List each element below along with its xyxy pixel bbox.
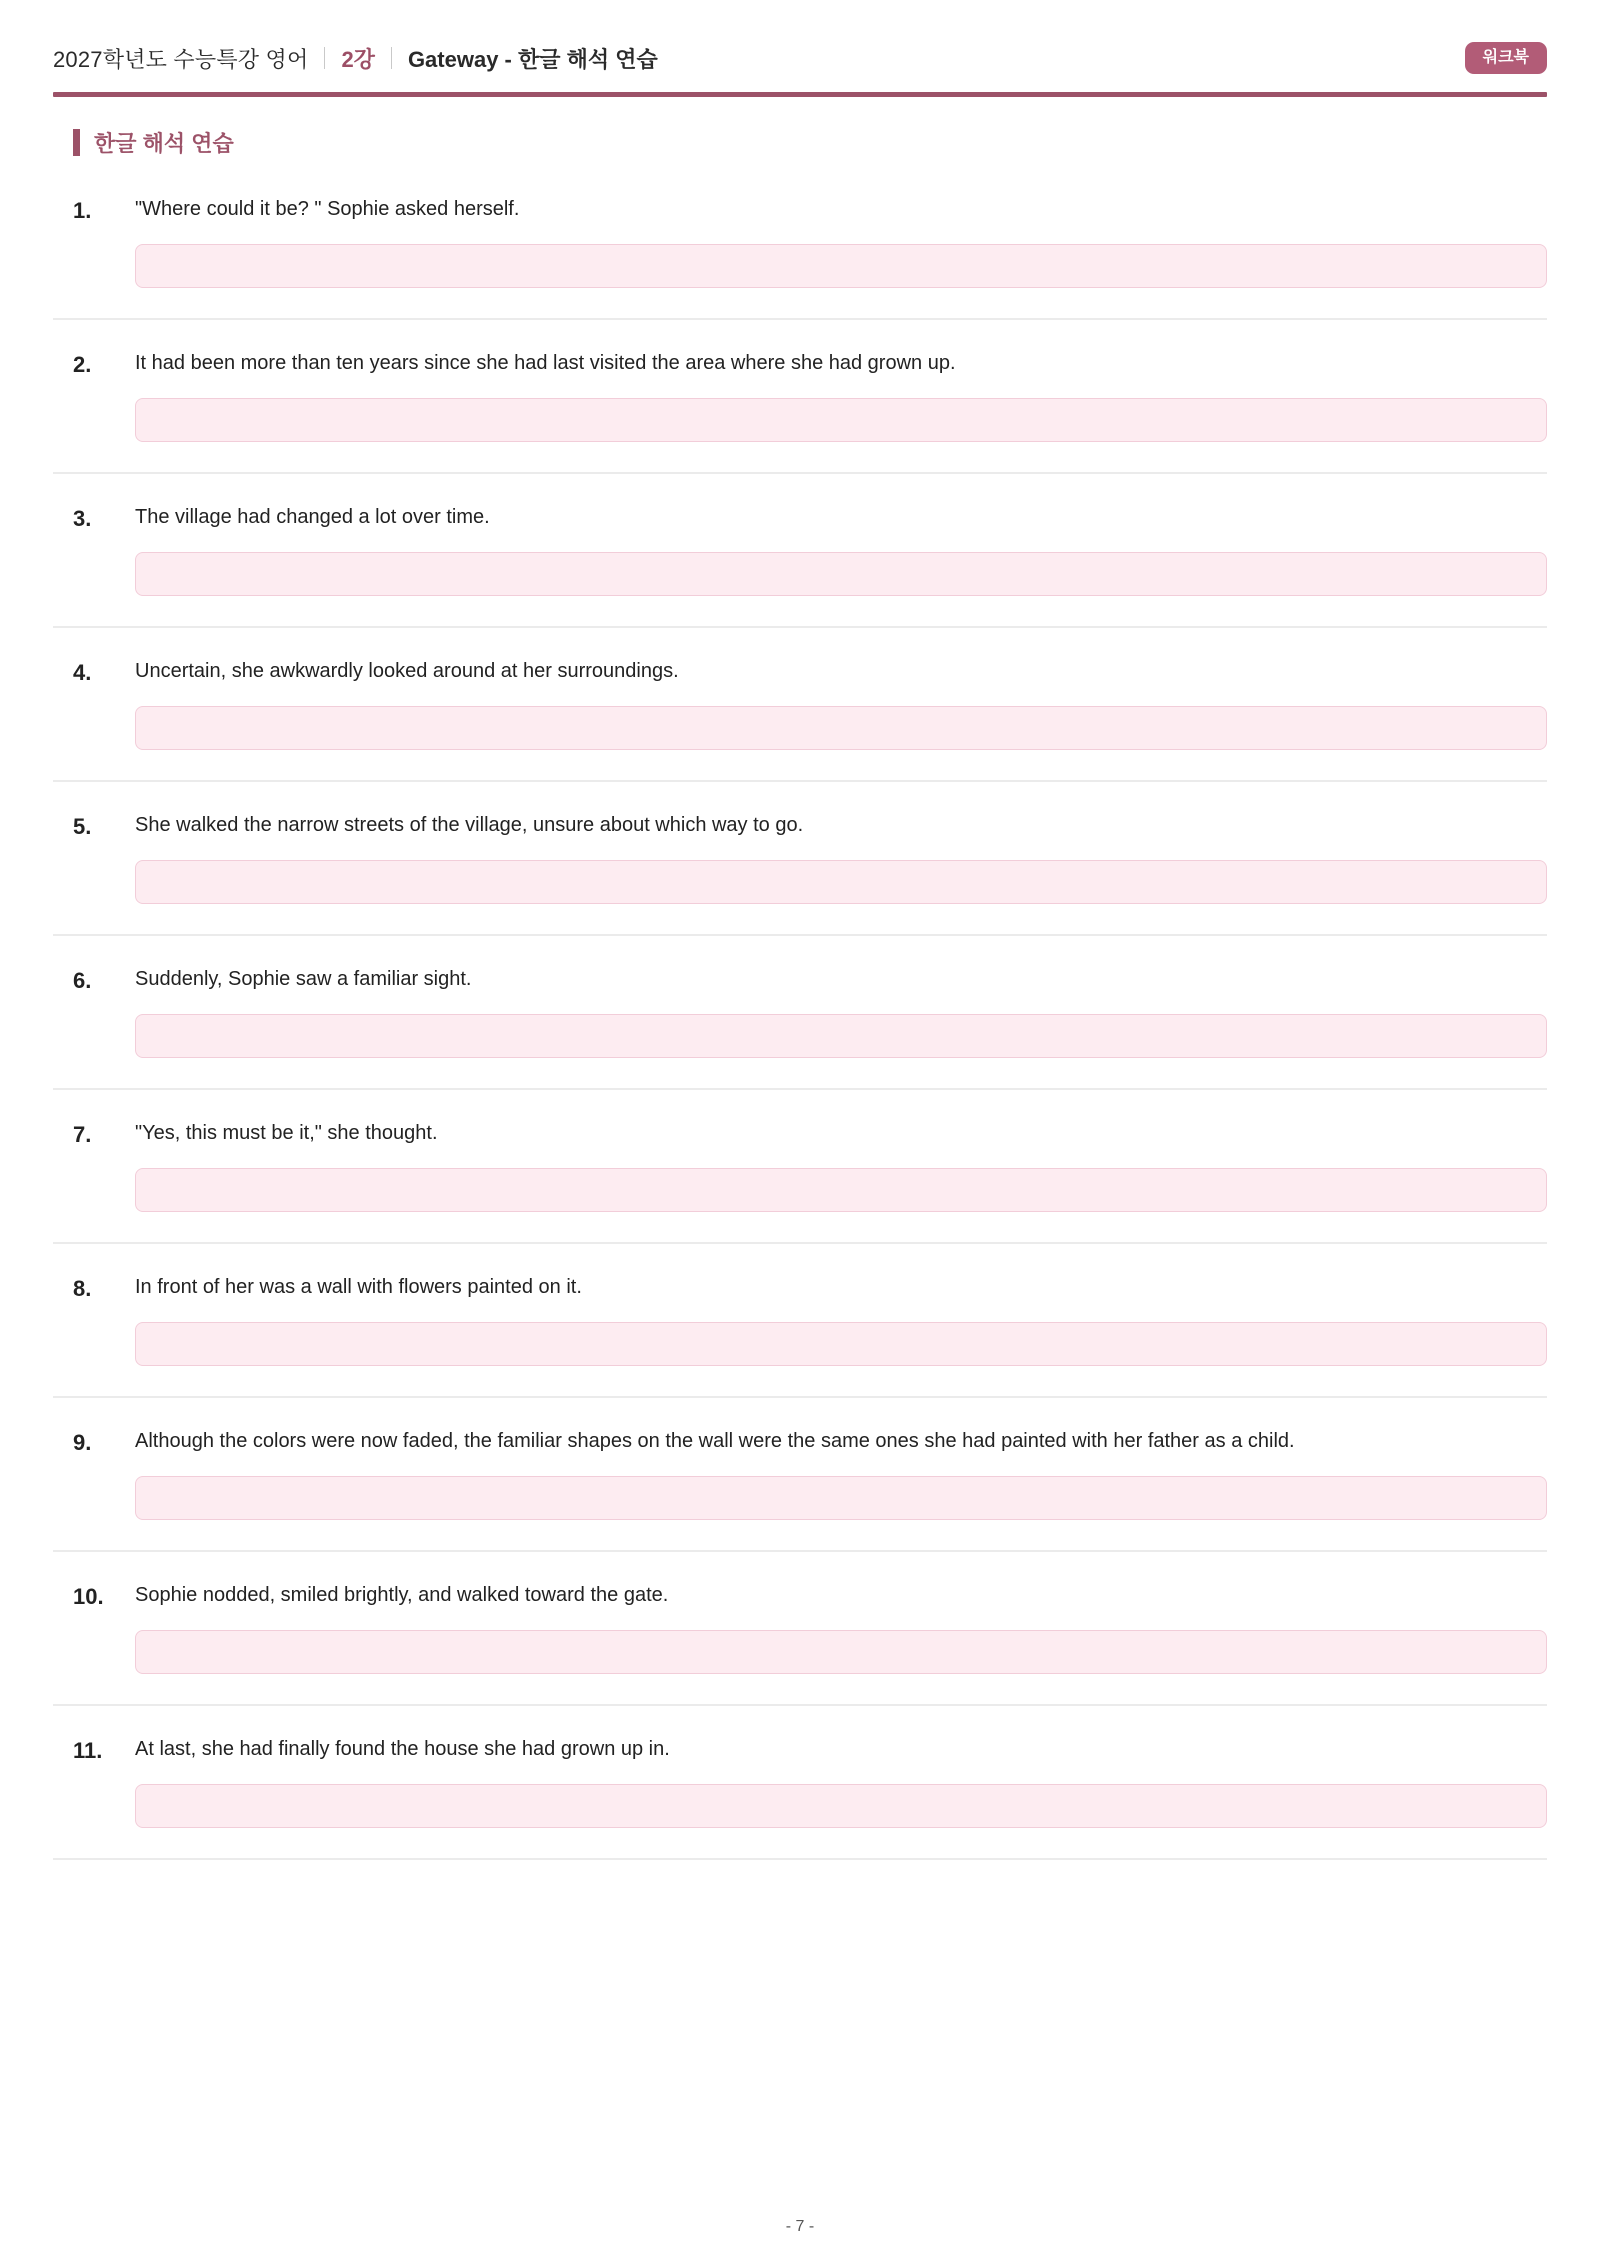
sentence-text: Suddenly, Sophie saw a familiar sight. [135, 968, 472, 990]
item-number: 4. [73, 660, 92, 685]
section-accent-bar [73, 129, 80, 156]
section-title: 한글 해석 연습 [94, 131, 234, 156]
answer-input-box[interactable] [135, 1168, 1547, 1212]
sentence-text: Although the colors were now faded, the familiar shapes on the wall were the same ones she had painted with her father as a child. [135, 1430, 1295, 1452]
header-lesson-number: 2강 [341, 46, 375, 72]
header-title: Gateway - 한글 해석 연습 [407, 46, 658, 72]
answer-input-box[interactable] [135, 860, 1547, 904]
practice-item-9 [53, 1398, 1547, 1520]
practice-items-list [53, 166, 1547, 1860]
practice-item-3 [53, 474, 1547, 596]
sentence-text: At last, she had finally found the house she had grown up in. [135, 1738, 670, 1760]
sentence-text: In front of her was a wall with flowers painted on it. [135, 1276, 582, 1298]
practice-item-8 [53, 1244, 1547, 1366]
section-heading [73, 127, 1547, 158]
sentence-text: It had been more than ten years since she had last visited the area where she had grown up. [135, 352, 956, 374]
answer-input-box[interactable] [135, 398, 1547, 442]
sentence-text: The village had changed a lot over time. [135, 506, 490, 528]
sentence-text: She walked the narrow streets of the village, unsure about which way to go. [135, 814, 804, 836]
practice-item-10 [53, 1552, 1547, 1674]
item-divider [53, 1858, 1547, 1860]
workbook-badge: 워크북 [1465, 42, 1547, 74]
header-separator [324, 47, 325, 69]
answer-input-box[interactable] [135, 1322, 1547, 1366]
item-number: 7. [73, 1122, 92, 1147]
header-course-label: 2027학년도 수능특강 영어 [53, 46, 309, 72]
practice-item-6 [53, 936, 1547, 1058]
answer-input-box[interactable] [135, 706, 1547, 750]
answer-input-box[interactable] [135, 1630, 1547, 1674]
practice-item-4 [53, 628, 1547, 750]
item-number: 5. [73, 814, 92, 839]
sentence-text: Uncertain, she awkwardly looked around at her surroundings. [135, 660, 679, 682]
practice-item-7 [53, 1090, 1547, 1212]
header-rule [53, 92, 1547, 97]
page-header [53, 0, 1547, 74]
practice-item-11 [53, 1706, 1547, 1828]
item-number: 10. [73, 1584, 104, 1609]
item-number: 9. [73, 1430, 92, 1455]
item-number: 3. [73, 506, 92, 531]
item-number: 2. [73, 352, 92, 377]
answer-input-box[interactable] [135, 552, 1547, 596]
answer-input-box[interactable] [135, 244, 1547, 288]
answer-input-box[interactable] [135, 1014, 1547, 1058]
item-number: 6. [73, 968, 92, 993]
answer-input-box[interactable] [135, 1476, 1547, 1520]
item-number: 11. [73, 1738, 103, 1763]
sentence-text: "Where could it be? " Sophie asked herself. [135, 198, 520, 220]
sentence-text: Sophie nodded, smiled brightly, and walked toward the gate. [135, 1584, 669, 1606]
item-number: 1. [73, 198, 92, 223]
practice-item-5 [53, 782, 1547, 904]
practice-item-1 [53, 166, 1547, 288]
answer-input-box[interactable] [135, 1784, 1547, 1828]
page-number: - 7 - [785, 2218, 815, 2235]
practice-item-2 [53, 320, 1547, 442]
item-number: 8. [73, 1276, 92, 1301]
header-separator [391, 47, 392, 69]
sentence-text: "Yes, this must be it," she thought. [135, 1122, 438, 1144]
